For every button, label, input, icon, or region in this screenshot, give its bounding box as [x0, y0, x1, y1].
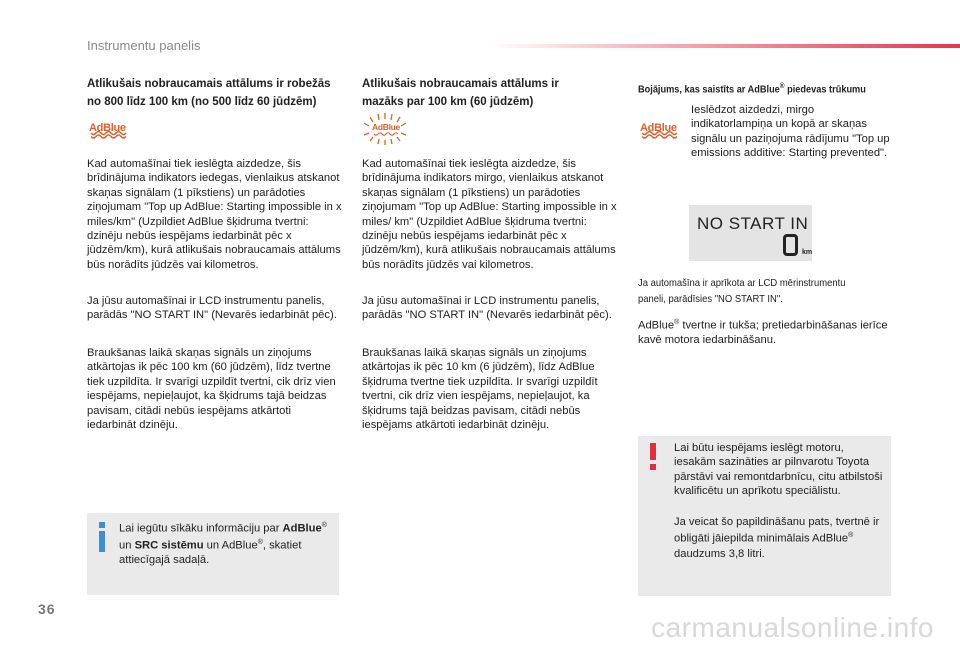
adblue-icon-label: AdBlue — [640, 122, 677, 134]
page-number: 36 — [38, 601, 56, 617]
header-title: Instrumentu panelis — [87, 38, 201, 53]
col1-heading: Atlikušais nobraucamais attālums ir robežās no 800 līdz 100 km (no 500 līdz 60 jūdzēm) — [87, 78, 331, 108]
col1-paragraph-1: Kad automašīnai tiek ieslēgta aizdedze, šis brīdinājuma indikators iedegas, vienlaikus atskanot skaņas signālam (1 pīkstiens) un parādoties ziņojumam "Top up AdBlue: Starting impossible in x miles/km" (Uzpildiet AdBlue šķidruma tvertni: dzinēju nebūs iespējams iedarbināt pēc x jūdzēm/km), kurā atlikušais nobraucamais attālums būs norādīts jūdzēs vai kilometros. — [87, 158, 342, 271]
col2-heading: Atlikušais nobraucamais attālums ir mazāks par 100 km (60 jūdzēm) — [362, 78, 559, 108]
adblue-icon-label: AdBlue — [89, 122, 126, 134]
watermark: carmanualsonline.info — [651, 612, 934, 643]
col3-paragraph-2: AdBlue® tvertne ir tukša; pretiedarbināšanas ierīce kavē motora iedarbināšanu. — [638, 319, 888, 347]
col1-paragraph-3: Braukšanas laikā skaņas signāls un ziņojums atkārtojas ik pēc 100 km (60 jūdzēm), līdz tvertne tiek uzpildīta. Ir svarīgi uzpildīt tvertni, cik drīz vien iespējams, nepieļaujot, ka šķidrums tajā beidzas pavisam, citādi nebūs iespējams atkārtoti iedarbināt dzinēju. — [87, 347, 336, 432]
adblue-fault-icon — [640, 118, 680, 140]
adblue-waves-icon — [89, 131, 129, 139]
warning-note-text-2: Ja veicat šo papildināšanu pats, tvertnē ir obligāti jāiepilda minimālais AdBlue® daudzums 3,8 litri. — [674, 516, 880, 560]
col1-paragraph-2: Ja jūsu automašīnai ir LCD instrumentu panelis, parādās "NO START IN" (Nevarēs iedarbināt pēc). — [87, 295, 337, 322]
lcd-zero-digit — [783, 234, 798, 256]
lcd-no-start-text: NO START IN — [697, 214, 809, 233]
col2-paragraph-2: Ja jūsu automašīnai ir LCD instrumentu panelis, parādās "NO START IN" (Nevarēs iedarbināt pēc). — [362, 295, 612, 322]
adblue-flashing-icon — [361, 113, 409, 145]
warning-note-box — [638, 436, 891, 596]
lcd-caption: Ja automašīna ir aprīkota ar LCD mērinstrumentu paneli, parādīsies "NO START IN". — [638, 277, 846, 305]
col2-paragraph-3: Braukšanas laikā skaņas signāls un ziņojums atkārtojas ik pēc 10 km (6 jūdzēm), līdz AdBlue šķidruma tvertne tiek uzpildīta. Ir svarīgi uzpildīt tvertni, cik drīz vien iespējams, nepieļaujot, ka šķidrums tajā beidzas pavisam, citādi nebūs iespējams atkārtoti iedarbināt dzinēju. — [362, 347, 598, 432]
info-note-text: Lai iegūtu sīkāku informāciju par AdBlue® un SRC sistēmu un AdBlue®, skatiet attiecīgajā sadaļā. — [119, 522, 327, 567]
adblue-waves-icon — [640, 131, 680, 139]
col3-heading: Bojājums, kas saistīts ar AdBlue® piedevas trūkumu — [638, 83, 866, 96]
info-icon — [99, 522, 105, 552]
adblue-warning-icon — [89, 118, 129, 140]
header-accent-bar — [490, 44, 960, 48]
lcd-display — [689, 205, 812, 261]
adblue-icon-label: AdBlue — [372, 122, 400, 132]
col3-paragraph-1: Ieslēdzot aizdedzi, mirgo indikatorlampiņa un kopā ar skaņas signālu un paziņojuma rādījumu "Top up emissions additive: Starting prevented". — [691, 104, 890, 160]
info-note-box — [87, 513, 339, 595]
exclamation-icon — [650, 443, 656, 473]
lcd-unit: km — [802, 249, 813, 256]
warning-note-text-1: Lai būtu iespējams ieslēgt motoru, iesakām sazināties ar pilnvarotu Toyota pārstāvi vai remontdarbnīcu, citu atbilstoši kvalificētu un aprīkotu speciālistu. — [674, 442, 883, 498]
col2-paragraph-1: Kad automašīnai tiek ieslēgta aizdedze, šis brīdinājuma indikators mirgo, vienlaikus atskanot skaņas signālam (1 pīkstiens) un parādoties ziņojumam "Top up AdBlue: Starting impossible in x miles/ km" (Uzpildiet AdBlue šķidruma tvertni: dzinēju nebūs iespējams iedarbināt pēc x jūdzēm/km), kurā atlikušais nobraucamais attālums būs norādīts jūdzēs vai kilometros. — [362, 158, 617, 271]
